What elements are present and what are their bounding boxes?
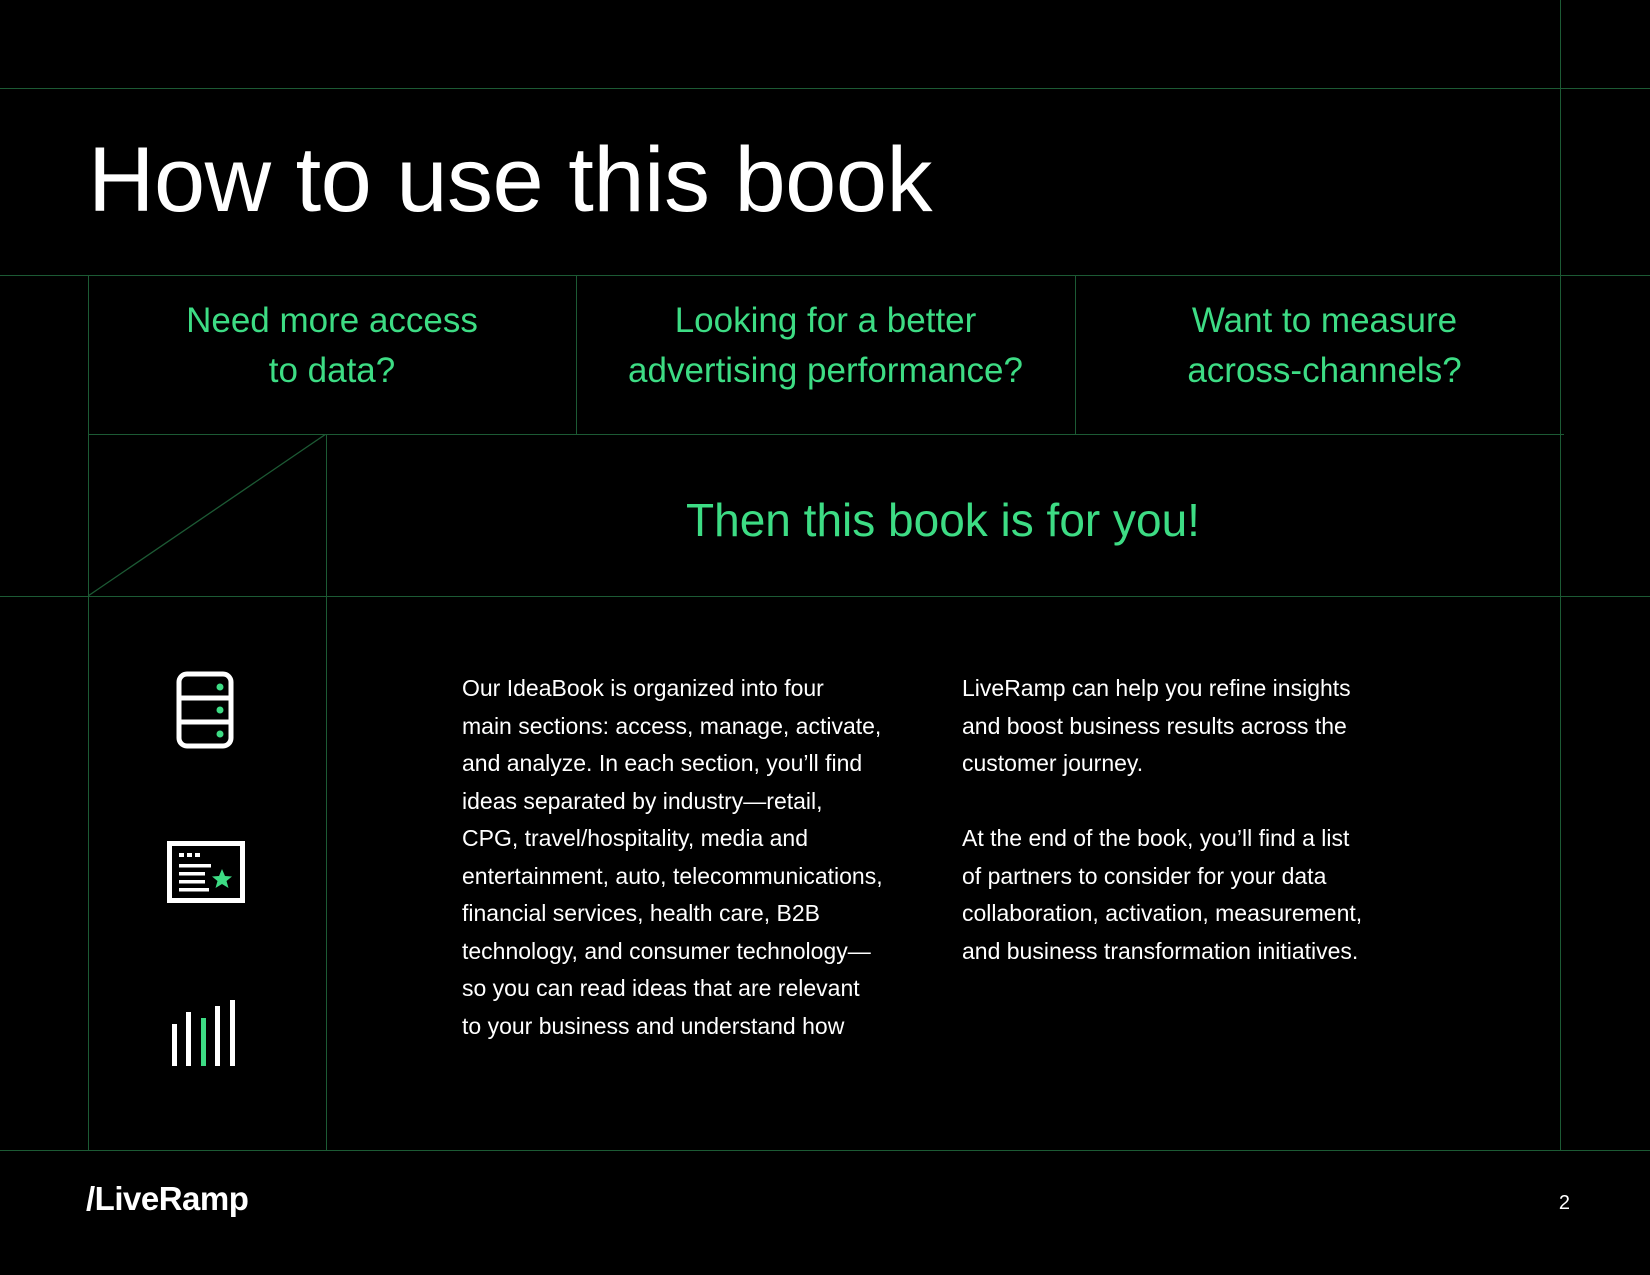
browser-star-icon <box>167 841 247 905</box>
grid-line-right <box>1560 0 1561 1150</box>
liveramp-logo: /LiveRamp <box>86 1180 249 1217</box>
question-measurement <box>1075 296 1574 406</box>
grid-line-top <box>0 88 1650 89</box>
diagonal-line <box>88 434 327 597</box>
grid-line-title-bottom <box>0 275 1650 276</box>
question-text: Looking for a better advertising performance? <box>628 301 1023 390</box>
server-icon <box>176 671 238 751</box>
bar-chart-icon <box>170 998 242 1068</box>
page-number: 2 <box>1558 1192 1570 1214</box>
tagline: Then this book is for you! <box>686 494 1200 546</box>
page-title: How to use this book <box>88 129 933 231</box>
question-data-access <box>88 296 576 406</box>
body-text-left: Our IdeaBook is organized into four main sections: access, manage, activate, and analyze. In each section, you’ll find ideas separated by industry—retail, CPG, travel/hospitality, media and entertainment, auto, telecommunications, financial services, health care, B2B technology, and consumer technology— so you can read ideas that are relevant to your business and understand how <box>462 675 883 1039</box>
question-text: Need more access to data? <box>186 301 478 390</box>
grid-line-footer-top <box>0 1150 1650 1151</box>
grid-line-left <box>88 275 89 1150</box>
question-advertising <box>576 296 1075 406</box>
body-text-right: LiveRamp can help you refine insights and boost business results across the customer journey. At the end of the book, you’ll find a list of partners to consider for your data collaboration, activation, measurement, and business transformation initiatives. <box>962 675 1363 964</box>
question-text: Want to measure across-channels? <box>1187 301 1462 390</box>
